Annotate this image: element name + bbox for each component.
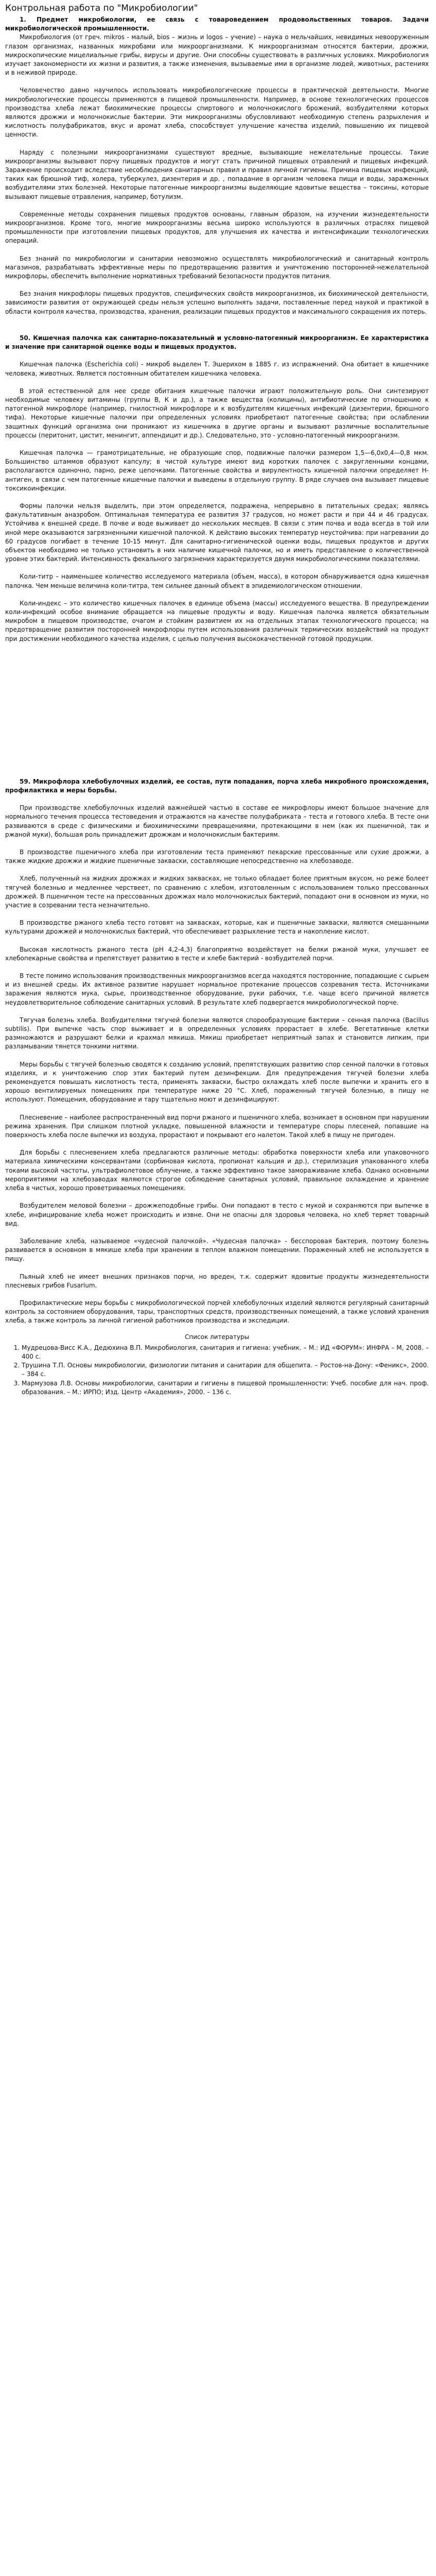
reference-item: 1. Мудрецова-Висс К.А., Дедюхина В.П. Микробиология, санитария и гигиена: учебник. – М.: ИД «ФОРУМ»: ИНФРА – М, 2008. – 400 с. <box>22 1344 429 1361</box>
q1-paragraph: Без знаний по микробиологии и санитарии невозможно осуществлять микробиологический и санитарный контроль магазинов, разрабатывать эффективные меры по предотвращению развития и уничтожению посторонней-нежелательной микрофлоры, обеспечить выполнение нормативных требований безопасности продуктов питания. <box>5 255 429 280</box>
paragraph-gap <box>5 1264 429 1273</box>
paragraph-gap <box>5 493 429 502</box>
paragraph-gap <box>5 1140 429 1148</box>
paragraph-gap <box>5 1007 429 1016</box>
paragraph-gap <box>5 440 429 449</box>
paragraph-gap <box>5 201 429 210</box>
q59-paragraph: При производстве хлебобулочных изделий важнейшей частью в составе ее микрофлоры имеют большое значение для нормального течения процесса тестоведения и отражаются на качестве полуфабриката – теста и готового хлеба. В тесте они развиваются в среде с физическими и биохимическими превращениями, протекающими в нем (как их пшеничной, так и ржаной муки), большая роль принадлежит дрожжам и молочнокислым бактериям. <box>5 804 429 838</box>
q59-paragraph: В производстве ржаного хлеба тесто готовят на заквасках, которые, как и пшеничные закваски, являются смешанными культурами дрожжей и молочнокислых бактерий, что обеспечивает разрыхление теста и накопление кислот. <box>5 919 429 936</box>
q1-paragraph: Современные методы сохранения пищевых продуктов основаны, главным образом, на изучении жизнедеятельности микроорганизмов. Кроме того, многие микроорганизмы весьма широко используются в различных отраслях пищевой промышленности при изготовлении пищевых продуктов, для улучшения их качества и интенсификации технологических операций. <box>5 210 429 245</box>
question-1-heading: 1. Предмет микробиологии, ее связь с товароведением продовольственных товаров. Задачи микробиологической промышленности. <box>5 16 429 32</box>
paragraph-gap <box>5 795 429 804</box>
q50-paragraph: Коли-титр – наименьшее количество исследуемого материала (объем, масса), в котором обнаруживается одна кишечная палочка. Чем меньше величина коли-титра, тем сильнее данный объект в эпидемиологическом отношении. <box>5 573 429 589</box>
q59-paragraph: Тягучая болезнь хлеба. Возбудителями тягучей болезни являются спорообразующие бактерии – сенная палочка (Bacillus subtilis). При выпечке часть спор выживает и в определенных условиях прорастает в хлебе. Вегетативные клетки размножаются и разрушают белки и крахмал мякиша. Мякиш приобретает неприятный запах и становится липким, при разламывании тянется тонкими нитями. <box>5 1016 429 1050</box>
question-50-heading: 50. Кишечная палочка как санитарно-показательный и условно-патогенный микроорганизм. Ее характеристика и значение при санитарной оценке воды и пищевых продуктов. <box>5 334 429 351</box>
question-59-heading: 59. Микрофлора хлебобулочных изделий, ее состав, пути попадания, порча хлеба микробного происхождения, профилактика и меры борьбы. <box>5 777 429 794</box>
section-gap <box>5 316 429 325</box>
q1-paragraph: Микробиология (от греч. mikros - малый, bios – жизнь и logos – учение) – наука о мельчайших, невидимых невооруженным глазом организмах, названных микробами или микроорганизмами. К микроорганизмам относятся бактерии, дрожжи, микроскопические мицелиальные грибы, вирусы и другие. Они способны существовать в различных условиях. Микробиология изучает закономерности их жизни и развития, а также изменения, вызываемые ими в организме людей, животных, растениях и в неживой природе. <box>5 33 429 77</box>
page-title: Контрольная работа по "Микробиологии" <box>5 3 198 13</box>
q50-paragraph: В этой естественной для нее среде обитания кишечные палочки играют положительную роль. Они синтезируют необходимые человеку витамины (группы В, К и др.), а также вещества (колицины), антибиотические по отношению к патогенной микрофлоре (например, гнилостной микрофлоре и к возбудителям кишечных инфекций (дизентерии, брюшного тифа). Некоторые кишечные палочки при определенных условиях приобретают патогенные свойства; при ослаблении защитных функций организма они проникают из кишечника в другие органы и вызывают различные воспалительные процессы (перитонит, цистит, менингит, аппендицит и др.). Следовательно, это - условно-патогенный микроорганизм. <box>5 387 429 439</box>
paragraph-gap <box>5 1052 429 1060</box>
q59-paragraph: Высокая кислотность ржаного теста (pH 4,2-4,3) благоприятно воздействует на белки ржаной муки, улучшает ее хлебопекарные свойства и препятствует развитию в тесте и хлебе бактерий - возбудителей порчи. <box>5 945 429 962</box>
q50-paragraph: Формы палочки нельзя выделить, при этом определяется, подражена, непрерывно в питательных средах; являясь факультативным анаэробом. Оптимальная температура ее развития 37 градусов, но может расти и при 44 и 46 градусах. Устойчива к внешней среде. В почве и воде выживает до нескольких месяцев. В связи с этим почва и вода всегда в той или иной мере оказываются загрязненными кишечной палочкой. К действию высоких температур неустойчива: при нагревании до 60 градусов погибает в течение 10-15 минут. Для санитарно-гигиенической оценки воды, пищевых продуктов и других объектов необходимо не только установить в них наличие кишечной палочки, но и иметь представление о количественной уровне этих бактерий. Интенсивность фекального загрязнения характеризуется двумя микробиологическими показателями. <box>5 502 429 563</box>
paragraph-gap <box>5 963 429 972</box>
q59-paragraph: В производстве пшеничного хлеба при изготовлении теста применяют пекарские прессованные или сухие дрожжи, а также жидкие дрожжи и жидкие пшеничные закваски, составляющие непосредственно на хлебозаводе. <box>5 849 429 865</box>
paragraph-gap <box>5 1193 429 1201</box>
paragraph-gap <box>5 1290 429 1299</box>
paragraph-gap <box>5 351 429 360</box>
q59-paragraph: Заболевание хлеба, называемое «чудесной палочкой». «Чудесная палочка» - бесспоровая бактерия, поэтому болезнь развивается в основном в мякише хлеба при хранении в теплом влажном помещении. Пораженный хлеб не используется в пищу. <box>5 1237 429 1263</box>
paragraph-gap <box>5 866 429 874</box>
paragraph-gap <box>5 910 429 919</box>
paragraph-gap <box>5 1228 429 1237</box>
paragraph-gap <box>5 378 429 387</box>
section-gap <box>5 325 429 334</box>
q59-paragraph: Меры борьбы с тягучей болезнью сводятся к созданию условий, препятствующих развитию спор сенной палочки в готовых изделиях, и к уничтожению спор этих бактерий путем дезинфекции. Для предупреждения тягучей болезни хлеба рекомендуется повышать кислотность теста, применять закваски, быстро охлаждать хлеб после выпечки и хранить его в хорошо вентилируемых помещениях при температуре ниже 20 °С. Хлеб, пораженный тягучей болезнью, в пищу не используют. Помещения, оборудование и тару тщательно моют и дезинфицируют. <box>5 1060 429 1104</box>
q50-paragraph: Кишечная палочка (Escherichia coli) - микроб выделен Т. Эшерихом в 1885 г. из испражнений. Она обитает в кишечнике человека, животных. Является постоянным обитателем кишечника человека. <box>5 361 429 377</box>
q50-paragraph: Коли-индекс – это количество кишечных палочек в единице объема (массы) исследуемого вещества. В предупреждении коли-инфекций особое внимание обращается на пищевые продукты и воду. Кишечная палочка является обязательным микробом в пищевом производстве, очагом и стойким развитием их на отдельных этапах технологического процесса; на предотвращение развития посторонней микрофлоры путем использования различных термических воздействий на продукт при достижении необходимого качества изделия, с целью получения высококачественной готовой продукции. <box>5 599 429 642</box>
q1-paragraph: Наряду с полезными микроорганизмами существуют вредные, вызывающие нежелательные процессы. Такие микроорганизмы вызывают порчу пищевых продуктов и могут стать причиной пищевых отравлений и пищевых инфекций. Заражение происходит вследствие несоблюдения санитарных правил и правил личной гигиены. Причина пищевых инфекций, таких как брюшной тиф, холера, туберкулез, дизентерия и др. , попадание в организм человека пищи и воды, зараженных возбудителями этих болезней. Некоторые патогенные микроорганизмы выделяющие ядовитые вещества – токсины, которые вызывают пищевые отравления, например, ботулизм. <box>5 148 429 200</box>
q59-paragraph: Хлеб, полученный на жидких дрожжах и жидких заквасках, не только обладает более приятным вкусом, но реже болеет тягучей болезнью и медленнее черствеет, по сравнению с хлебом, изготовленным с использованием только прессованных дрожжей. В пшеничном тесте на прессованных дрожжах мало молочнокислых бактерий, попадают они в основном из муки, но участие в созревании теста незначительно. <box>5 875 429 909</box>
paragraph-gap <box>5 1105 429 1113</box>
reference-item: 2. Трушина Т.П. Основы микробиологии, физиологии питания и санитарии для общепита. – Ростов-на-Дону: «Феникс», 2000. – 384 с. <box>22 1361 429 1379</box>
reference-item: 3. Мармузова Л.В. Основы микробиологии, санитарии и гигиены в пищевой промышленности: Учеб. пособие для нач. проф. образования. – М.: ИРПО; Изд. Центр «Академия», 2000. – 136 с. <box>22 1379 429 1397</box>
q50-paragraph: Кишечная палочка — грамотрицательные, не образующие спор, подвижные палочки размером 1,5—6,0х0,4—0,8 мкм. Большинство штаммов образуют капсулу; в чистой культуре имеют вид коротких палочек с закругленными концами, располагаются одиночно, парно, реже цепочками. Патогенные свойства и вирулентность кишечной палочки определяет Н-антиген, в связи с чем патогенные кишечные палочки и выведены в отдельную группу. В ряде случаев она вызывает пищевые токсикоинфекции. <box>5 449 429 492</box>
q59-paragraph: Возбудителем меловой болезни – дрожжеподобные грибы. Они попадают в тесто с мукой и сохраняются при выпечке в хлебе, инфицирование хлеба может происходить и извне. Они не опасны для здоровья человека, но хлеб теряет товарный вид. <box>5 1202 429 1227</box>
q59-paragraph: Профилактические меры борьбы с микробиологической порчей хлебобулочных изделий являются регулярный санитарный контроль за состоянием оборудования, тары, транспортных средств, производственных помещений, а также условий хранения хлеба, а также контроль за личной гигиеной работников производства и экспедиции. <box>5 1299 429 1325</box>
paragraph-gap <box>5 246 429 255</box>
q59-paragraph: В тесте помимо использования производственных микроорганизмов всегда находятся посторонние, попадающие с сырьем и из внешней среды. Их активное развитие нарушает нормальное протекание процессов созревания теста. Источниками заражения являются мука, сырье, производственное оборудование, руки рабочих, т.е. чаще всего причиной является неудовлетворительное соблюдение санитарных условий. В результате хлеб подвергается микробиологической порче. <box>5 972 429 1006</box>
q1-paragraph: Человечество давно научилось использовать микробиологические процессы в практической деятельности. Многие микробиологические процессы применяются в пищевой промышленности. Например, в основе технологических процессов производства хлеба лежат биохимические процессы спиртового и молочнокислого брожений, возбудителями которых являются дрожжи и молочнокислые бактерии. Эти микроорганизмы обусловливают необходимую степень разрыхления и кислотность полуфабрикатов, вкус и аромат хлеба, способствует улучшение качества изделий, повышению их пищевой ценности. <box>5 87 429 139</box>
paragraph-gap <box>5 281 429 290</box>
q59-paragraph: Для борьбы с плесневением хлеба предлагаются различные методы: обработка поверхности хлеба или упаковочного материала химическими консервантами (сорбиновая кислота, пропионат кальция и др.), стерилизация упакованного хлеба токами высокой частоты, ультрафиолетовое облучение, а также эффективно такое замораживание хлеба. Однако основными мероприятиями на хлебозаводах являются строгое соблюдение санитарных условий, правильное охлаждение и хранение хлеба в чистых, хорошо проветриваемых помещениях. <box>5 1149 429 1192</box>
q1-paragraph: Без знания микрофлоры пищевых продуктов, специфических свойств микроорганизмов, их биохимической деятельности, зависимости развития от окружающей среды нельзя успешно выполнять задачи, поставленные перед наукой и практикой в области контроля качества, производства, хранения, реализации пищевых продуктов и максимального сокращения их потерь. <box>5 290 429 315</box>
references-title: Список литературы <box>184 1333 250 1341</box>
references-list <box>5 1344 429 1397</box>
paragraph-gap <box>5 937 429 945</box>
q59-paragraph: Плесневение – наиболее распространенный вид порчи ржаного и пшеничного хлеба, возникает в основном при нарушении режима хранения. При слишком плотной укладке, повышенной влажности и температуре споры плесеней, попавшие на поверхность хлеба после выпечки из воздуха, прорастают и покрывают его налетом. Такой хлеб в пищу не пригоден. <box>5 1113 429 1139</box>
paragraph-gap <box>5 590 429 599</box>
paragraph-gap <box>5 839 429 848</box>
q59-paragraph: Пьяный хлеб не имеет внешних признаков порчи, но вреден, т.к. содержит ядовитые продукты жизнедеятельности плесневых грибов Fusarium. <box>5 1273 429 1289</box>
paragraph-gap <box>5 564 429 572</box>
page-break-gap <box>5 643 429 777</box>
paragraph-gap <box>5 77 429 86</box>
paragraph-gap <box>5 140 429 148</box>
